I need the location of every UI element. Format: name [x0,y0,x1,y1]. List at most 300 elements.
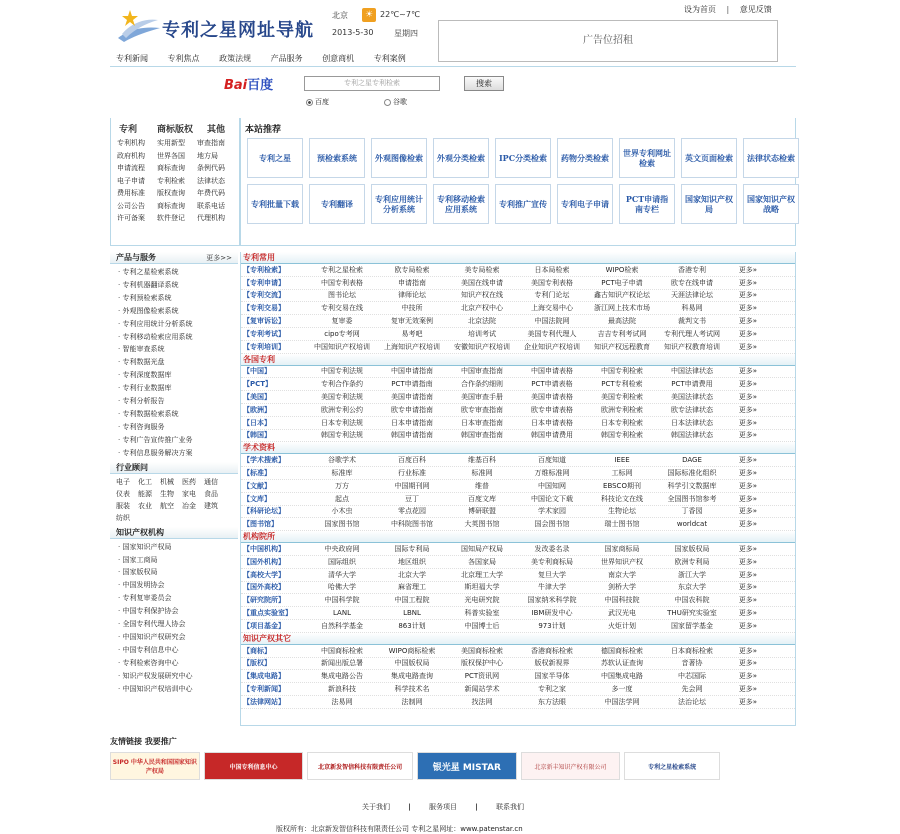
directory-link[interactable]: 北京法院 [468,317,496,326]
directory-link[interactable]: 美国申请表格 [531,393,573,402]
directory-link[interactable]: 中国专利法规 [321,367,363,376]
category-link[interactable]: 条例代码 [197,164,225,172]
directory-link[interactable]: 鑫古知识产权论坛 [594,291,650,300]
row-label[interactable]: 【项目基金】 [243,621,285,630]
iporg-link[interactable]: · 中国知识产权培训中心 [118,683,238,696]
more-link[interactable]: 更多» [738,697,757,706]
product-link[interactable]: · 专利预检索系统 [118,292,238,305]
industry-link[interactable]: 冶金 [182,501,196,510]
directory-link[interactable]: 全国图书馆参考 [667,494,717,503]
nav-item[interactable]: 产品服务 [270,54,303,63]
directory-link[interactable]: 集成电路查询 [391,672,433,681]
directory-link[interactable]: 世界知识产权 [601,557,643,566]
directory-link[interactable]: 行业标准 [398,469,426,478]
contact-link[interactable]: 联系我们 [496,803,525,811]
row-label[interactable]: 【欧洲】 [243,405,271,414]
directory-link[interactable]: 韩国专利检索 [601,431,643,440]
industry-link[interactable]: 生物 [160,489,174,498]
directory-link[interactable]: 专利之家 [538,685,566,693]
industry-link[interactable]: 服装 [116,501,130,510]
more-link[interactable]: 更多» [738,672,757,681]
category-link[interactable]: 许可备案 [117,214,145,222]
directory-link[interactable]: 北京大学 [398,570,426,579]
directory-link[interactable]: 丁香园 [681,507,703,516]
more-link[interactable]: 更多» [738,583,757,592]
directory-link[interactable]: 百度文库 [468,494,496,503]
more-link[interactable]: 更多» [738,380,757,389]
directory-link[interactable]: 火炬计划 [608,621,636,630]
more-link[interactable]: 更多» [738,685,757,693]
directory-link[interactable]: 国家商标局 [604,545,640,554]
directory-link[interactable]: 安徽知识产权培训 [454,342,510,351]
directory-link[interactable]: PCT电子申请 [601,278,643,287]
category-link[interactable]: 电子申请 [117,176,145,185]
directory-link[interactable]: 图书论坛 [328,291,356,300]
row-label[interactable]: 【专利申请】 [243,278,285,287]
category-link[interactable]: 专利检索 [157,176,185,185]
directory-link[interactable]: 国际组织 [328,557,356,566]
directory-link[interactable]: 德国商标检索 [601,646,643,655]
directory-link[interactable]: 国际专利局 [394,545,430,554]
directory-link[interactable]: 国家留学基金 [671,621,713,630]
directory-link[interactable]: 国知局产权局 [461,545,503,554]
directory-link[interactable]: IEEE [614,456,630,465]
directory-link[interactable]: 合作条约细则 [461,380,503,389]
row-label[interactable]: 【商标】 [243,646,271,655]
directory-link[interactable]: 中央政府网 [324,545,360,554]
directory-link[interactable]: 日本专利检索 [601,418,643,427]
directory-link[interactable]: 韩国申请指南 [391,431,433,440]
product-link[interactable]: · 智能审查系统 [118,343,238,356]
directory-link[interactable]: 起点 [335,494,349,503]
category-link[interactable]: 软件登记 [157,214,185,222]
directory-link[interactable]: 中国专利检索 [601,367,643,376]
recommend-tile[interactable]: 外观图像检索 [371,138,427,178]
directory-link[interactable]: 培训考试 [468,329,496,338]
recommend-tile[interactable]: 预检索系统 [309,138,365,178]
directory-link[interactable]: 牛津大学 [538,583,566,592]
more-link[interactable]: 更多» [738,609,757,618]
row-label[interactable]: 【专利新闻】 [243,685,285,693]
recommend-tile[interactable]: 药物分类检索 [557,138,613,178]
directory-link[interactable]: 复旦大学 [538,570,566,579]
iporg-link[interactable]: · 国家知识产权局 [118,541,238,554]
directory-link[interactable]: 中国期刊网 [394,481,430,490]
recommend-tile[interactable]: 专利批量下载 [247,184,303,224]
directory-link[interactable]: 中国法律状态 [671,367,713,376]
more-link[interactable]: 更多» [738,469,757,478]
directory-link[interactable]: 各国家局 [468,557,496,566]
directory-link[interactable]: 自然科学基金 [321,621,363,630]
row-label[interactable]: 【专利检索】 [243,265,285,274]
directory-link[interactable]: 欧专申请表格 [531,405,573,414]
iporg-link[interactable]: · 全国专利代理人协会 [118,618,238,631]
directory-link[interactable]: 专利门论坛 [534,291,570,300]
more-link[interactable]: 更多» [738,418,757,427]
directory-link[interactable]: 科普实验室 [464,609,500,618]
category-link[interactable]: 商标查询 [157,201,185,210]
directory-link[interactable]: 武汉光电 [608,609,636,618]
recommend-tile[interactable]: 专利电子申请 [557,184,613,224]
directory-link[interactable]: PCT申请费用 [671,380,713,389]
iporg-link[interactable]: · 中国专利保护协会 [118,605,238,618]
row-label[interactable]: 【中国机构】 [243,545,285,554]
directory-link[interactable]: 百度百科 [398,456,426,465]
directory-link[interactable]: 国家图书馆 [324,520,360,529]
product-link[interactable]: · 专利分析报告 [118,395,238,408]
directory-link[interactable]: 剑桥大学 [608,583,636,592]
product-link[interactable]: · 专利行业数据库 [118,382,238,395]
directory-link[interactable]: 上海交易中心 [531,304,573,313]
row-label[interactable]: 【高校大学】 [243,570,285,579]
directory-link[interactable]: 上海知识产权培训 [384,342,440,351]
directory-link[interactable]: 复审无效案例 [391,317,433,326]
directory-link[interactable]: 北京理工大学 [461,570,503,579]
directory-link[interactable]: 先会网 [681,685,703,693]
directory-link[interactable]: 学术家园 [538,507,566,516]
directory-link[interactable]: 标准网 [471,469,493,478]
category-link[interactable]: 法律状态 [197,176,225,185]
category-link[interactable]: 实用新型 [157,139,185,147]
category-link[interactable]: 版权查询 [157,189,185,197]
product-link[interactable]: · 专利移动检索应用系统 [118,331,238,344]
directory-link[interactable]: 浙江网上技术市场 [594,304,650,313]
directory-link[interactable]: 欧专审查指南 [461,405,503,414]
directory-link[interactable]: LBNL [403,609,421,618]
directory-link[interactable]: 中国工程院 [394,596,430,605]
recommend-tile[interactable]: 专利移动检索应用系统 [433,184,489,224]
directory-link[interactable]: cipo专考网 [324,329,360,338]
iporg-link[interactable]: · 知识产权发展研究中心 [118,670,238,683]
directory-link[interactable]: 国际标准化组织 [667,469,717,478]
directory-link[interactable]: 新浪科技 [328,685,356,693]
directory-link[interactable]: 哈佛大学 [328,583,356,592]
category-header[interactable]: 商标版权 [157,125,194,135]
directory-link[interactable]: 专利合作条约 [321,380,363,389]
directory-link[interactable]: 韩国专利法规 [321,431,363,440]
iporg-link[interactable]: · 国家版权局 [118,566,238,579]
nav-item[interactable]: 专利新闻 [116,54,148,63]
more-link[interactable]: 更多» [738,342,757,351]
product-link[interactable]: · 专利信息服务解决方案 [118,447,238,460]
product-link[interactable]: · 外观图像检索系统 [118,305,238,318]
industry-link[interactable]: 仪表 [116,489,130,498]
directory-link[interactable]: 欧洲专利局 [674,557,710,566]
directory-link[interactable]: 中国申请指南 [391,367,433,376]
more-link[interactable]: 更多» [738,304,757,313]
directory-link[interactable]: 复审委 [331,317,353,326]
search-button[interactable]: 搜索 [464,76,504,91]
search-input[interactable]: 专利之星专利检索 [304,76,440,91]
directory-link[interactable]: 知识产权远程教育 [594,342,650,351]
directory-link[interactable]: 中国专利表格 [321,278,363,287]
directory-link[interactable]: 法制网 [401,697,423,706]
more-link[interactable]: 更多» [738,659,757,668]
iporg-link[interactable]: · 中国发明协会 [118,579,238,592]
directory-link[interactable]: 美国商标检索 [461,646,503,655]
directory-link[interactable]: PCT资讯网 [464,672,500,681]
row-label[interactable]: 【国外高校】 [243,583,285,592]
directory-link[interactable]: 973计划 [538,621,566,630]
partner-logo[interactable]: SIPO 中华人民共和国国家知识产权局 [110,752,200,780]
directory-link[interactable]: 中国论文下载 [531,494,573,503]
directory-link[interactable]: 中国商标检索 [321,646,363,655]
row-label[interactable]: 【重点实验室】 [243,609,292,618]
directory-link[interactable]: 欧专局检索 [394,265,430,274]
row-label[interactable]: 【法律网站】 [243,697,285,706]
partner-logo[interactable]: 中国专利信息中心 [204,752,304,780]
more-link[interactable]: 更多» [738,317,757,326]
directory-link[interactable]: 日本申请指南 [391,418,433,427]
more-link[interactable]: 更多» [738,367,757,376]
product-link[interactable]: · 专利咨询服务 [118,421,238,434]
directory-link[interactable]: 万维标准网 [534,469,570,478]
iporg-link[interactable]: · 专利复审委员会 [118,592,238,605]
directory-link[interactable]: 美专利商标局 [531,557,573,566]
partner-logo[interactable]: 专利之星检索系统 [624,752,720,780]
more-link[interactable]: 更多» [738,456,757,465]
product-link[interactable]: · 专利数据检索系统 [118,408,238,421]
row-label[interactable]: 【专利考试】 [243,329,285,338]
directory-link[interactable]: 中国农科院 [674,596,710,605]
product-link[interactable]: · 专利深度数据库 [118,369,238,382]
directory-link[interactable]: THU研究实验室 [667,609,717,618]
partner-logo[interactable]: 北京新发智信科技有限责任公司 [307,752,413,780]
recommend-tile[interactable]: 英文页面检索 [681,138,737,178]
recommend-tile[interactable]: 国家知识产权局 [681,184,737,224]
directory-link[interactable]: 知识产权在线 [461,291,503,300]
industry-link[interactable]: 医药 [182,477,196,486]
directory-link[interactable]: 日本法律状态 [671,418,713,427]
industry-link[interactable]: 电子 [116,477,130,486]
industry-link[interactable]: 能源 [138,489,152,498]
radio-google[interactable] [384,97,407,107]
directory-link[interactable]: 科技论文在线 [601,494,643,503]
directory-link[interactable]: 日本审查指南 [461,418,503,427]
more-link[interactable]: 更多» [738,329,757,338]
category-link[interactable]: 商标查询 [157,164,185,172]
directory-link[interactable]: 科学引文数据库 [667,481,717,490]
category-link[interactable]: 联系电话 [197,201,225,210]
recommend-tile[interactable]: 专利之星 [247,138,303,178]
directory-link[interactable]: 百度知道 [538,456,566,465]
more-link[interactable]: 更多» [738,520,757,529]
directory-link[interactable]: EBSCO期刊 [603,481,641,490]
directory-link[interactable]: 集成电路公告 [321,672,363,681]
directory-link[interactable]: 美国专利检索 [601,393,643,402]
category-header[interactable]: 专利 [119,125,138,135]
iporg-link[interactable]: · 国家工商局 [118,554,238,567]
directory-link[interactable]: 斯坦福大学 [464,583,500,592]
recommend-tile[interactable]: 外观分类检索 [433,138,489,178]
directory-link[interactable]: 国家版权局 [674,545,710,554]
directory-link[interactable]: 美专局检索 [464,265,500,274]
row-label[interactable]: 【复审诉讼】 [243,317,285,326]
directory-link[interactable]: 韩国审查指南 [461,431,503,440]
directory-link[interactable]: 知识产权教育培训 [664,342,720,351]
nav-item[interactable]: 创意商机 [322,54,355,63]
directory-link[interactable]: 吉吉专利考试网 [597,329,647,338]
row-label[interactable]: 【专利交流】 [243,291,285,300]
more-link[interactable]: 更多» [738,646,757,655]
directory-link[interactable]: 裁判文书 [678,317,706,326]
row-label[interactable]: 【图书馆】 [243,520,278,529]
row-label[interactable]: 【学术搜索】 [243,456,285,465]
directory-link[interactable]: 版权保护中心 [461,659,503,668]
feedback-link[interactable]: 意见反馈 [739,5,772,14]
row-label[interactable]: 【文库】 [243,494,271,503]
directory-link[interactable]: 找法网 [471,697,493,706]
row-label[interactable]: 【科研论坛】 [243,507,285,516]
directory-link[interactable]: 豆丁 [405,494,419,503]
directory-link[interactable]: 专利交易在线 [321,304,363,313]
directory-link[interactable]: 工标网 [611,469,633,478]
row-label[interactable]: 【集成电路】 [243,672,285,681]
iporg-link[interactable]: · 中国知识产权研究会 [118,631,238,644]
directory-link[interactable]: 美国专利代理人 [527,329,577,338]
product-link[interactable]: · 专利数据光盘 [118,356,238,369]
directory-link[interactable]: worldcat [676,520,708,529]
directory-link[interactable]: 中国法院网 [534,317,570,326]
directory-link[interactable]: PCT申请指南 [391,380,433,389]
category-link[interactable]: 地方局 [197,151,218,160]
directory-link[interactable]: 中国博士后 [464,621,500,630]
directory-link[interactable]: 美国法律状态 [671,393,713,402]
row-label[interactable]: 【韩国】 [243,431,271,440]
directory-link[interactable]: 欧专申请指南 [391,405,433,414]
directory-link[interactable]: 美国申请指南 [391,393,433,402]
row-label[interactable]: 【专利培训】 [243,342,285,351]
directory-link[interactable]: 日本商标检索 [671,646,713,655]
partner-logo[interactable]: 北京新丰知识产权有限公司 [521,752,621,780]
directory-link[interactable]: 中国申请表格 [531,367,573,376]
directory-link[interactable]: 国家半导体 [534,672,570,681]
set-homepage-link[interactable]: 设为首页 [684,5,716,14]
services-link[interactable]: 服务项目 [429,803,458,811]
nav-item[interactable]: 专利案例 [373,54,406,63]
radio-baidu[interactable] [306,97,329,107]
directory-link[interactable]: 企业知识产权培训 [524,342,580,351]
directory-link[interactable]: 科易网 [681,304,703,313]
directory-link[interactable]: 申请指南 [398,278,426,287]
more-link[interactable]: 更多» [738,507,757,516]
directory-link[interactable]: 美国专利表格 [531,278,573,287]
directory-link[interactable]: 中国集成电路 [601,672,643,681]
recommend-tile[interactable]: 法律状态检索 [743,138,799,178]
directory-link[interactable]: 南京大学 [608,570,636,579]
directory-link[interactable]: 音著协 [681,659,703,668]
directory-link[interactable]: 万方 [335,481,349,490]
directory-link[interactable]: 麻省理工 [398,583,426,592]
industry-link[interactable]: 家电 [182,489,196,498]
directory-link[interactable]: WIPO检索 [605,265,639,274]
directory-link[interactable]: 中科院图书馆 [391,520,433,529]
directory-link[interactable]: 瑞士图书馆 [604,520,640,529]
more-link[interactable]: 更多» [738,393,757,402]
directory-link[interactable]: 香港专利 [678,265,706,274]
directory-link[interactable]: 北京产权中心 [461,304,503,313]
directory-link[interactable]: 生物论坛 [608,507,636,516]
industry-link[interactable]: 机械 [160,477,174,486]
industry-link[interactable]: 化工 [138,477,152,486]
row-label[interactable]: 【中国】 [243,367,271,376]
directory-link[interactable]: 中国科学院 [324,596,360,605]
directory-link[interactable]: 欧专在线申请 [671,278,713,287]
directory-link[interactable]: 易考吧 [401,329,423,338]
product-link[interactable]: · 专利广告宣传推广业务 [118,434,238,447]
more-link[interactable]: 更多» [738,545,757,554]
directory-link[interactable]: 光电研究院 [464,596,500,605]
more-link[interactable]: 更多» [738,494,757,503]
directory-link[interactable]: 韩国申请费用 [531,431,573,440]
more-link[interactable]: 更多» [738,621,757,630]
more-link[interactable]: 更多» [738,291,757,300]
more-link[interactable]: 更多» [738,265,757,274]
directory-link[interactable]: DAGE [682,456,702,465]
more-link[interactable]: 更多» [738,481,757,490]
industry-link[interactable]: 纺织 [116,513,130,522]
industry-link[interactable]: 农业 [138,501,152,510]
directory-link[interactable]: 律师论坛 [398,291,426,300]
row-label[interactable]: 【标准】 [243,469,271,478]
directory-link[interactable]: 专利之星检索 [321,265,363,274]
recommend-tile[interactable]: 专利翻译 [309,184,365,224]
directory-link[interactable]: 小木虫 [331,507,353,516]
directory-link[interactable]: 多一度 [611,685,633,693]
category-header[interactable]: 其他 [207,125,226,135]
directory-link[interactable]: 香港商标检索 [531,646,573,655]
directory-link[interactable]: 美国在线申请 [461,278,503,287]
iporg-link[interactable]: · 中国专利信息中心 [118,644,238,657]
directory-link[interactable]: 新闻出版总署 [321,659,363,668]
directory-link[interactable]: 中国科技院 [604,596,640,605]
row-label[interactable]: 【文献】 [243,481,271,490]
category-link[interactable]: 公司公告 [117,201,145,210]
directory-link[interactable]: 法治论坛 [678,697,706,706]
directory-link[interactable]: 韩国法律状态 [671,431,713,440]
directory-link[interactable]: 新闻站学术 [464,685,500,693]
row-label[interactable]: 【美国】 [243,393,271,402]
nav-item[interactable]: 政策法规 [219,54,252,63]
directory-link[interactable]: 中国审查指南 [461,367,503,376]
directory-link[interactable]: 最高法院 [608,317,636,326]
directory-link[interactable]: 专利代理人考试网 [664,329,720,338]
site-logo[interactable] [112,6,334,46]
nav-item[interactable]: 专利焦点 [167,54,200,63]
directory-link[interactable]: 大英图书馆 [464,520,500,529]
industry-link[interactable]: 建筑 [204,501,218,510]
directory-link[interactable]: 美国审查手册 [461,393,503,402]
directory-link[interactable]: 维基百科 [468,456,496,465]
row-label[interactable]: 【日本】 [243,418,271,427]
directory-link[interactable]: 标准库 [331,469,353,478]
directory-link[interactable]: 博研联盟 [468,507,496,516]
recommend-tile[interactable]: PCT申请指南专栏 [619,184,675,224]
directory-link[interactable]: 科学技术名 [394,685,430,693]
about-link[interactable]: 关于我们 [362,803,390,811]
directory-link[interactable]: 零点花园 [398,507,426,516]
row-label[interactable]: 【PCT】 [243,380,273,389]
category-link[interactable]: 年费代码 [197,189,225,197]
directory-link[interactable]: 欧专法律状态 [671,405,713,414]
category-link[interactable]: 代理机构 [197,214,225,222]
directory-link[interactable]: 中国知识产权培训 [314,342,370,351]
more-link[interactable]: 更多» [738,596,757,605]
directory-link[interactable]: 东京大学 [678,583,706,592]
recommend-tile[interactable]: 国家知识产权战略 [743,184,799,224]
directory-link[interactable]: 维普 [475,481,489,490]
directory-link[interactable]: IBM研发中心 [531,609,573,618]
